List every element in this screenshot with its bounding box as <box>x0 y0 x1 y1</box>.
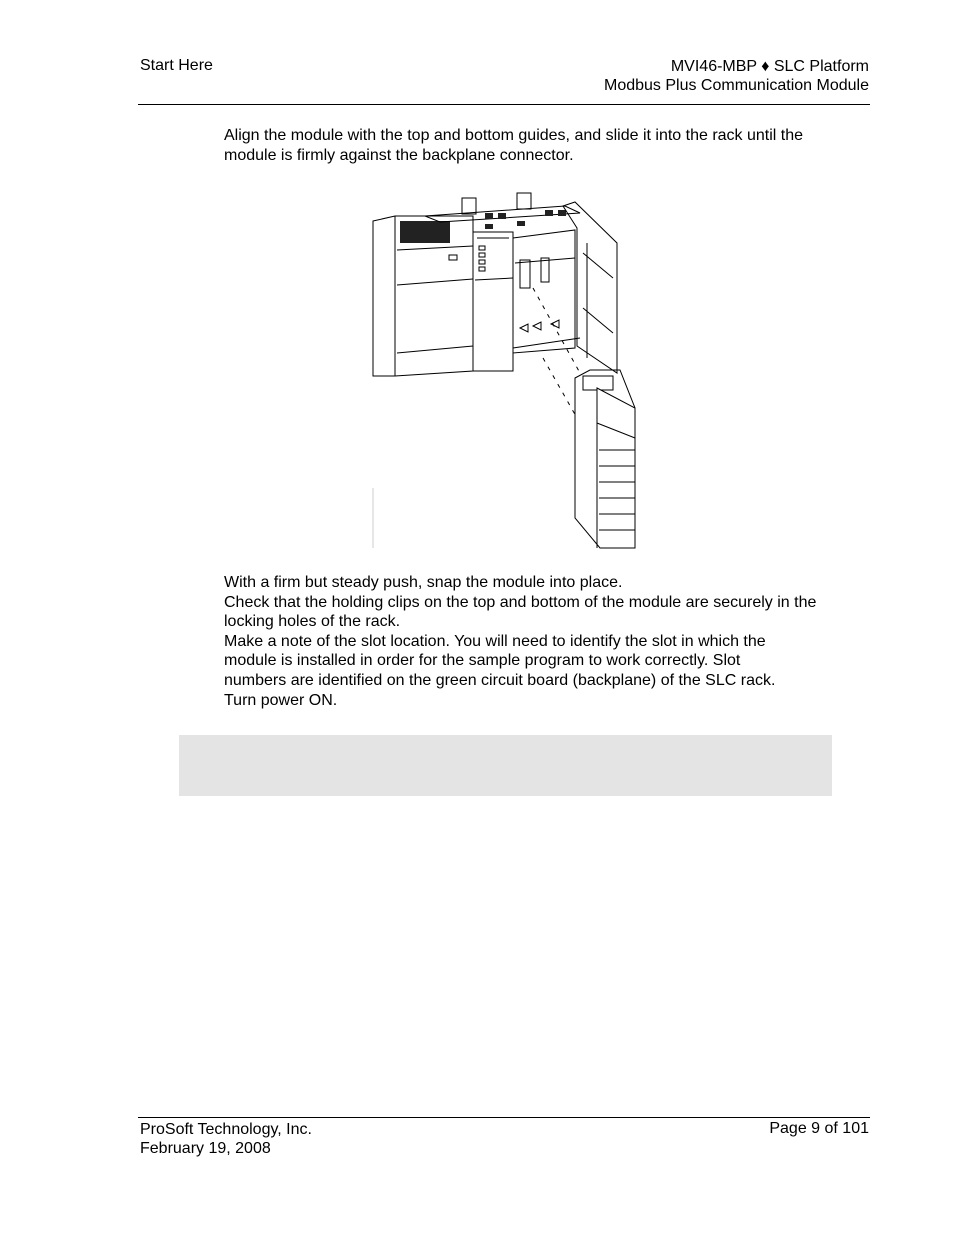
header-section: Start Here <box>140 57 213 74</box>
header-product-line2: Modbus Plus Communication Module <box>603 77 869 94</box>
header-product <box>604 57 869 95</box>
footer-left <box>140 1120 312 1158</box>
rack-installation-illustration <box>365 188 640 553</box>
intro-paragraph: Align the module with the top and bottom guides, and slide it into the rack until the module is firmly against the backplane connector. <box>224 127 804 164</box>
step-snap: With a firm but steady push, snap the module into place. <box>224 574 623 591</box>
steps-list <box>224 573 824 710</box>
header-product-line1: MVI46-MBP ♦ SLC Platform <box>670 58 869 75</box>
footer-rule <box>138 1117 870 1118</box>
step-power-on: Turn power ON. <box>224 691 338 709</box>
footer-company: ProSoft Technology, Inc. <box>140 1121 312 1138</box>
footer-date: February 19, 2008 <box>140 1140 271 1157</box>
step-note-slot: Make a note of the slot location. You will need to identify the slot in which the module is installed in order for the sample program to work correctly. Slot numbers are identified on the green circuit board (backplane) of the SLC rack. <box>224 632 776 689</box>
footer-page-number: Page 9 of 101 <box>769 1120 869 1137</box>
note-box <box>179 735 832 796</box>
header-rule <box>138 104 870 105</box>
step-check-clips: Check that the holding clips on the top and bottom of the module are securely in the locking holes of the rack. <box>224 593 817 631</box>
